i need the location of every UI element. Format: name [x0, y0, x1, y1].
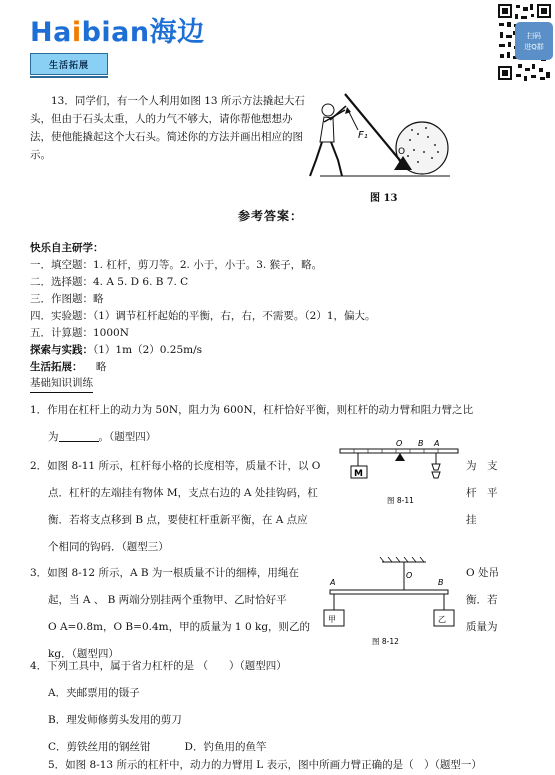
question-3-line3: O A=0.8m，O B=0.4m，甲的质量为 1 0 kg，则乙的	[48, 621, 311, 633]
question-2-line2-right: 杆 平	[466, 487, 498, 499]
end-B-label: B	[438, 578, 444, 587]
question-3-line3-right: 质量为	[466, 621, 498, 633]
question-2-line3-right: 挂	[466, 514, 477, 526]
answer-line-1: 一．填空题：1. 杠杆，剪刀等。2. 小于，小于。3. 猴子，略。	[30, 259, 323, 271]
question-3-line1: 3．如图 8-12 所示，A B 为一根质量不计的细棒，用绳在	[30, 567, 299, 579]
question-3-line2-right: 衡．若	[466, 594, 498, 606]
figure-8-12-caption: 图 8-12	[372, 637, 399, 646]
option-b: B．理发师修剪头发用的剪刀	[48, 714, 182, 726]
question-3-line4: kg．（题型四）	[48, 648, 119, 660]
question-13-text: 13．同学们，有一个人利用如图 13 所示方法撬起大石头，但由于石头太重，人的力气不够大，请你帮他想想办法，使他能撬起这个大石头。简述你的方法并画出相应的图示。	[30, 95, 305, 161]
weight-yi-label: 乙	[438, 615, 446, 624]
point-A-label: A	[434, 439, 440, 448]
question-3-line1-right: O 处吊	[466, 567, 499, 579]
question-1-line2-pre: 为	[48, 431, 59, 443]
figure-8-11-caption: 图 8-11	[387, 496, 414, 505]
qr-code	[496, 2, 553, 84]
answer-line-5: 五．计算题：1000N	[30, 327, 129, 339]
question-1-line2-post: 。（题型四）	[98, 431, 157, 443]
question-2-right	[466, 453, 546, 534]
weight-jia-label: 甲	[328, 615, 336, 624]
figure-8-12	[320, 556, 462, 648]
question-2-line1: 2．如图 8-11 所示，杠杆每小格的长度相等，质量不计，以 O	[30, 460, 321, 472]
figure-8-11	[338, 436, 466, 508]
training-section-title: 基础知识训练	[30, 375, 93, 393]
answer-line-7	[30, 359, 540, 376]
answer-line-7-label: 生活拓展：	[30, 361, 83, 373]
option-c: C．剪铁丝用的钢丝钳	[48, 741, 151, 753]
pivot-O-label: O	[396, 439, 403, 448]
question-2-line2: 点．杠杆的左端挂有物体 M，支点右边的 A 处挂钩码，杠	[48, 487, 318, 499]
question-2-line4: 个相同的钩码．（题型三）	[48, 541, 169, 553]
question-1-line1: 1．作用在杠杆上的动力为 50N，阻力为 600N，杠杆恰好平衡，则杠杆的动力臂和阻力臂之比	[30, 404, 474, 416]
question-3	[30, 560, 330, 668]
question-2-line1-right: 为 支	[466, 460, 498, 472]
answer-line-3: 三．作图题：略	[30, 293, 104, 305]
question-5-stem: 5．如图 8-13 所示的杠杆中，动力的力臂用 L 表示，图中所画力臂正确的是（ ）（题型一）	[48, 759, 482, 771]
haibian-logo: Haibian海边	[30, 17, 205, 48]
answer-line-4: 四．实验题：（1）调节杠杆起始的平衡，右，右，不需要。（2）1，偏大。	[30, 310, 376, 322]
question-2	[30, 453, 330, 561]
answer-line-7-text: 略	[95, 361, 107, 373]
question-3-line2: 起，当 A 、 B 两端分别挂两个重物甲、乙时恰好平	[48, 594, 287, 606]
qr-badge-line1: 扫码	[527, 32, 541, 40]
answer-line-2: 二．选择题：4. A 5. D 6. B 7. C	[30, 276, 189, 288]
pivot-O-label: O	[406, 571, 413, 580]
end-A-label: A	[330, 578, 336, 587]
question-4-stem: 4．下列工具中，属于省力杠杆的是 （ ）（题型四）	[30, 660, 287, 672]
answer-line-6-label: 探索与实践：	[30, 344, 93, 356]
answers-title: 参考答案：	[238, 209, 304, 223]
answer-line-6-text: （1）1m（2）0.25m/s	[93, 344, 203, 356]
figure-13-caption: 图 13	[370, 193, 398, 204]
option-d: D．钓鱼用的鱼竿	[184, 741, 267, 753]
qr-badge-line2: 进Q群	[524, 43, 544, 51]
object-M-label: M	[354, 469, 363, 479]
question-3-right	[466, 560, 546, 641]
option-a: A．夹邮票用的镊子	[48, 687, 140, 699]
point-B-label: B	[418, 439, 424, 448]
question-4	[30, 653, 545, 761]
section-tag: 生活拓展	[30, 53, 108, 75]
question-1	[30, 397, 545, 451]
answers-block	[30, 240, 540, 376]
answer-blank[interactable]	[59, 429, 99, 442]
figure-13	[300, 90, 450, 190]
answer-line-6	[30, 342, 540, 359]
question-2-line3: 衡．若将支点移到 B 点，要使杠杆重新平衡，在 A 点应	[48, 514, 308, 526]
force-label: F₁	[358, 130, 368, 141]
fulcrum-label: O	[398, 147, 406, 157]
answers-heading: 快乐自主研学：	[30, 242, 104, 254]
